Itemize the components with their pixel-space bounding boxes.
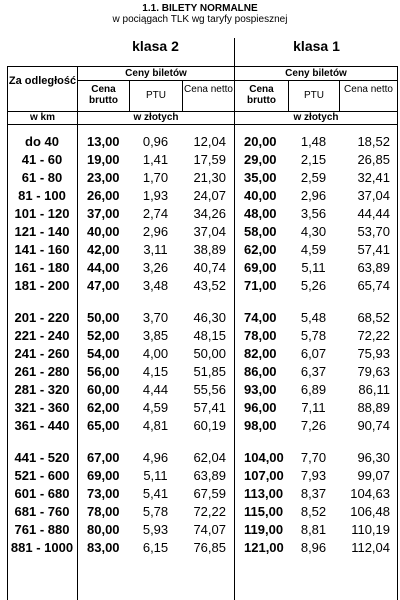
cell-k2-ptu: 3,11 (143, 241, 168, 257)
cell-k1-brutto: 35,00 (244, 169, 277, 185)
cell-k1-netto: 79,63 (357, 363, 390, 379)
cell-k2-brutto: 23,00 (87, 169, 120, 185)
cell-k2-ptu: 1,93 (142, 187, 169, 203)
cell-k1-netto: 37,04 (357, 187, 390, 203)
cell-km: do 40 (25, 133, 59, 149)
k1-netto-header: Cena netto (344, 84, 393, 95)
cell-k1-ptu: 7,26 (300, 417, 327, 433)
cell-k1-brutto: 71,00 (244, 277, 277, 293)
cell-k2-brutto: 69,00 (87, 467, 120, 483)
cell-k1-brutto: 96,00 (244, 399, 277, 415)
cell-k1-ptu: 7,93 (300, 467, 327, 483)
cell-k2-netto: 55,56 (193, 381, 226, 397)
cell-k2-ptu: 2,96 (142, 223, 169, 239)
cell-k1-ptu: 7,11 (301, 399, 326, 415)
fare-table (7, 132, 398, 556)
cell-k1-brutto: 82,00 (244, 345, 277, 361)
cell-k1-brutto: 48,00 (244, 205, 277, 221)
cell-k2-brutto: 60,00 (87, 381, 120, 397)
cell-km: 141 - 160 (14, 241, 70, 257)
cell-km: 761 - 880 (14, 521, 70, 537)
cell-k2-brutto: 19,00 (87, 151, 120, 167)
title-line-2: w pociągach TLK wg taryfy pospiesznej (112, 14, 288, 25)
cell-k1-netto: 106,48 (350, 503, 390, 519)
cell-km: 121 - 140 (14, 223, 70, 239)
cell-k2-ptu: 4,15 (142, 363, 169, 379)
cell-k2-ptu: 2,74 (142, 205, 169, 221)
table-row (7, 466, 398, 484)
cell-k2-netto: 51,85 (193, 363, 226, 379)
table-row (7, 520, 398, 538)
cell-k2-brutto: 26,00 (87, 187, 120, 203)
cell-k2-ptu: 5,93 (142, 521, 169, 537)
header-bottom-line (7, 124, 398, 125)
cell-k1-ptu: 7,70 (300, 449, 327, 465)
cell-k1-brutto: 113,00 (244, 485, 284, 501)
cell-k2-brutto: 62,00 (87, 399, 120, 415)
cell-km: 41 - 60 (21, 151, 63, 167)
cell-k2-ptu: 5,11 (143, 467, 168, 483)
cell-k2-netto: 76,85 (193, 539, 226, 555)
cell-k1-netto: 53,70 (357, 223, 390, 239)
table-row (7, 398, 398, 416)
cell-k1-ptu: 8,52 (300, 503, 327, 519)
cell-k1-netto: 26,85 (357, 151, 390, 167)
row-gap (7, 294, 398, 308)
k2-ptu-header: PTU (146, 90, 166, 101)
cell-k2-brutto: 42,00 (87, 241, 120, 257)
cell-k1-ptu: 5,78 (300, 327, 327, 343)
k1-brutto-header: Cena brutto (247, 84, 276, 106)
cell-k2-netto: 12,04 (193, 133, 226, 149)
k2-brutto-header: Cena brutto (89, 84, 118, 106)
row-gap (7, 434, 398, 448)
cell-k1-netto: 88,89 (357, 399, 390, 415)
cell-k1-brutto: 119,00 (244, 521, 284, 537)
class-1-header: klasa 1 (293, 38, 340, 54)
cell-k1-netto: 75,93 (357, 345, 390, 361)
table-row (7, 276, 398, 294)
table-row (7, 150, 398, 168)
cell-km: 201 - 220 (14, 309, 70, 325)
cell-km: 161 - 180 (14, 259, 70, 275)
cell-k2-netto: 63,89 (193, 467, 226, 483)
cell-k2-brutto: 65,00 (87, 417, 120, 433)
cell-k1-ptu: 6,37 (300, 363, 327, 379)
cell-k2-brutto: 73,00 (87, 485, 120, 501)
cell-km: 101 - 120 (14, 205, 70, 221)
table-row (7, 222, 398, 240)
cell-k2-ptu: 3,85 (142, 327, 169, 343)
cell-k1-ptu: 3,56 (300, 205, 327, 221)
table-row (7, 258, 398, 276)
cell-k1-netto: 32,41 (357, 169, 390, 185)
cell-k2-netto: 72,22 (193, 503, 226, 519)
cell-k1-netto: 18,52 (357, 133, 390, 149)
km-unit-header: w km (29, 112, 55, 123)
cell-k1-brutto: 20,00 (244, 133, 277, 149)
cell-k2-ptu: 4,81 (142, 417, 169, 433)
cell-km: 241 - 260 (14, 345, 70, 361)
cell-k2-netto: 50,00 (193, 345, 226, 361)
cell-km: 61 - 80 (21, 169, 63, 185)
cell-k2-netto: 38,89 (193, 241, 226, 257)
cell-km: 601 - 680 (14, 485, 70, 501)
cell-k2-netto: 60,19 (193, 417, 226, 433)
k2-unit-header: w złotych (133, 112, 179, 123)
cell-k1-brutto: 40,00 (244, 187, 277, 203)
cell-k1-ptu: 2,59 (300, 169, 327, 185)
cell-k1-netto: 65,74 (357, 277, 390, 293)
table-row (7, 344, 398, 362)
header-top-line (7, 66, 398, 67)
cell-k2-brutto: 44,00 (87, 259, 120, 275)
k1-prices-header: Ceny biletów (285, 68, 347, 79)
cell-km: 221 - 240 (14, 327, 70, 343)
cell-km: 521 - 600 (14, 467, 70, 483)
cell-k1-brutto: 86,00 (244, 363, 277, 379)
cell-k2-brutto: 13,00 (87, 133, 120, 149)
cell-k2-ptu: 5,41 (142, 485, 169, 501)
cell-k2-netto: 57,41 (193, 399, 226, 415)
cell-k1-brutto: 62,00 (244, 241, 277, 257)
cell-k1-ptu: 6,89 (300, 381, 327, 397)
cell-k1-brutto: 69,00 (244, 259, 277, 275)
cell-k2-ptu: 3,26 (142, 259, 169, 275)
cell-k2-netto: 40,74 (193, 259, 226, 275)
cell-k2-brutto: 50,00 (87, 309, 120, 325)
cell-k2-brutto: 37,00 (87, 205, 120, 221)
cell-km: 321 - 360 (14, 399, 70, 415)
cell-km: 441 - 520 (14, 449, 70, 465)
cell-km: 261 - 280 (14, 363, 70, 379)
cell-k1-brutto: 58,00 (244, 223, 277, 239)
cell-k2-brutto: 78,00 (87, 503, 120, 519)
table-row (7, 416, 398, 434)
cell-k2-brutto: 80,00 (87, 521, 120, 537)
cell-k2-netto: 67,59 (193, 485, 226, 501)
cell-k1-brutto: 121,00 (244, 539, 284, 555)
k2-prices-header: Ceny biletów (125, 68, 187, 79)
cell-k1-netto: 57,41 (357, 241, 390, 257)
cell-k2-netto: 34,26 (193, 205, 226, 221)
cell-k1-netto: 99,07 (357, 467, 390, 483)
cell-k2-ptu: 3,48 (142, 277, 169, 293)
cell-k1-brutto: 104,00 (244, 449, 284, 465)
cell-k2-netto: 37,04 (193, 223, 226, 239)
cell-km: 181 - 200 (14, 277, 70, 293)
cell-km: 281 - 320 (14, 381, 70, 397)
cell-k2-ptu: 1,41 (142, 151, 169, 167)
distance-header: Za odległość (8, 75, 77, 87)
cell-k1-netto: 104,63 (350, 485, 390, 501)
cell-k1-netto: 72,22 (357, 327, 390, 343)
table-row (7, 308, 398, 326)
cell-k2-brutto: 40,00 (87, 223, 120, 239)
cell-k2-ptu: 1,70 (142, 169, 169, 185)
cell-k2-ptu: 3,70 (142, 309, 169, 325)
cell-k1-netto: 96,30 (357, 449, 390, 465)
cell-k1-ptu: 8,96 (300, 539, 327, 555)
cell-k2-brutto: 47,00 (87, 277, 120, 293)
cell-k1-ptu: 1,48 (300, 133, 327, 149)
cell-k2-ptu: 0,96 (142, 133, 169, 149)
cell-k1-brutto: 78,00 (244, 327, 277, 343)
cell-k1-ptu: 6,07 (300, 345, 327, 361)
title-line-1: 1.1. BILETY NORMALNE (142, 3, 258, 14)
gap-cell (7, 434, 398, 448)
cell-k1-netto: 90,74 (357, 417, 390, 433)
cell-k2-netto: 74,07 (193, 521, 226, 537)
k1-unit-header: w złotych (293, 112, 339, 123)
cell-k2-netto: 48,15 (193, 327, 226, 343)
cell-km: 81 - 100 (18, 187, 66, 203)
cell-km: 881 - 1000 (10, 539, 74, 555)
cell-k1-ptu: 2,15 (300, 151, 327, 167)
k1-ptu-header: PTU (304, 90, 324, 101)
cell-k2-brutto: 56,00 (87, 363, 120, 379)
cell-k1-ptu: 5,26 (300, 277, 327, 293)
cell-k2-ptu: 6,15 (142, 539, 169, 555)
cell-k1-ptu: 8,81 (300, 521, 327, 537)
cell-k2-brutto: 67,00 (87, 449, 120, 465)
table-row (7, 326, 398, 344)
table-row (7, 240, 398, 258)
cell-k1-brutto: 107,00 (244, 467, 284, 483)
table-row (7, 380, 398, 398)
table-row (7, 362, 398, 380)
cell-k2-ptu: 5,78 (142, 503, 169, 519)
cell-k1-netto: 63,89 (357, 259, 390, 275)
gap-cell (7, 294, 398, 308)
class-2-header: klasa 2 (132, 38, 179, 54)
cell-k2-netto: 24,07 (193, 187, 226, 203)
cell-k2-netto: 43,52 (193, 277, 226, 293)
document-title (0, 3, 400, 25)
cell-k2-brutto: 52,00 (87, 327, 120, 343)
cell-k2-brutto: 54,00 (87, 345, 120, 361)
table-row (7, 502, 398, 520)
cell-km: 681 - 760 (14, 503, 70, 519)
cell-k2-netto: 17,59 (193, 151, 226, 167)
table-row (7, 484, 398, 502)
cell-km: 361 - 440 (14, 417, 70, 433)
table-row (7, 168, 398, 186)
cell-k1-brutto: 29,00 (244, 151, 277, 167)
table-row (7, 186, 398, 204)
table-row (7, 132, 398, 150)
cell-k1-netto: 110,19 (351, 521, 390, 537)
cell-k1-ptu: 2,96 (300, 187, 327, 203)
cell-k2-brutto: 83,00 (87, 539, 120, 555)
k2-netto-header: Cena netto (184, 84, 233, 95)
cell-k1-brutto: 93,00 (244, 381, 277, 397)
cell-k1-ptu: 8,37 (300, 485, 327, 501)
cell-k2-netto: 46,30 (193, 309, 226, 325)
cell-k2-ptu: 4,44 (142, 381, 169, 397)
table-row (7, 204, 398, 222)
cell-k2-ptu: 4,59 (142, 399, 169, 415)
cell-k1-netto: 68,52 (357, 309, 390, 325)
cell-k2-ptu: 4,96 (142, 449, 169, 465)
table-row (7, 448, 398, 466)
cell-k1-netto: 44,44 (357, 205, 390, 221)
cell-k1-brutto: 115,00 (244, 503, 284, 519)
table-row (7, 538, 398, 556)
cell-k1-ptu: 4,30 (300, 223, 327, 239)
cell-k1-ptu: 5,48 (300, 309, 327, 325)
cell-k2-ptu: 4,00 (142, 345, 169, 361)
cell-k1-ptu: 5,11 (301, 259, 326, 275)
cell-k1-ptu: 4,59 (300, 241, 327, 257)
cell-k2-netto: 62,04 (193, 449, 226, 465)
prices-header-line (77, 80, 398, 81)
cell-k1-brutto: 74,00 (244, 309, 277, 325)
cell-k2-netto: 21,30 (193, 169, 226, 185)
cell-k1-brutto: 98,00 (244, 417, 277, 433)
cell-k1-netto: 112,04 (351, 539, 390, 555)
cell-k1-netto: 86,11 (358, 381, 390, 397)
